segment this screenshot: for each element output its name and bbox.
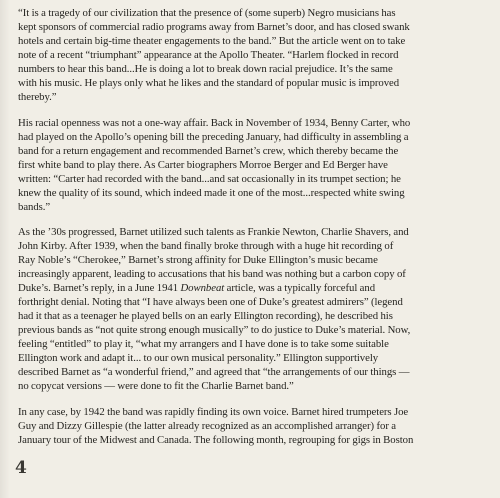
- text-line: kept sponsors of commercial radio programs away from Barnet’s door, and has closed swank: [18, 21, 410, 33]
- text-line: written: “Carter had recorded with the band...and sat occasionally in its trumpet section; he: [18, 172, 401, 185]
- text-line: As the ’30s progressed, Barnet utilized such talents as Frankie Newton, Charlie Shavers, and: [18, 226, 409, 238]
- text-line: Ellington work and adapt it... to our own musical personality.” Ellington supportively: [18, 352, 379, 364]
- text-line: note of a recent “triumphant” appearance at the Apollo Theater. “Harlem flocked in record: [18, 49, 399, 61]
- text-line: had played on the Apollo’s opening bill the preceding January, had difficulty in assembling a: [18, 130, 409, 143]
- text-line: increasingly apparent, leading to accusations that his band was nothing but a carbon copy of: [18, 268, 406, 280]
- text-line: band for a return engagement and recommended Barnet’s crew, which thereby became the: [18, 144, 399, 157]
- text-line: knew the quality of its sound, which indeed made it one of the most...respected white swing: [18, 186, 405, 199]
- text-line: January tour of the Midwest and Canada. The following month, regrouping for gigs in Boston: [18, 433, 414, 446]
- text-line: “It is a tragedy of our civilization that the presence of (some superb) Negro musicians has: [18, 7, 396, 19]
- text-line: had it that as a teenager he played bells on an early Ellington recording), he described his: [18, 310, 393, 322]
- text-line: Ray Noble’s “Cherokee,” Barnet’s strong affinity for Duke Ellington’s music became: [18, 254, 378, 266]
- page-number: 4: [15, 458, 27, 478]
- text-line: John Kirby. After 1939, when the band finally broke through with a huge hit recording of: [18, 240, 394, 252]
- text-line: His racial openness was not a one-way affair. Back in November of 1934, Benny Carter, who: [18, 116, 411, 129]
- paragraph-4: [18, 405, 488, 447]
- text-line: In any case, by 1942 the band was rapidly finding its own voice. Barnet hired trumpeters Joe: [18, 405, 409, 418]
- text-line: thereby.”: [18, 91, 57, 103]
- text-line: bands.”: [18, 200, 51, 213]
- page-edge-shadow: [0, 0, 10, 498]
- text-line: with his music. He plays only what he likes and the standard of popular music is improved: [18, 77, 400, 89]
- publication-title: Downbeat: [180, 282, 225, 294]
- text-line: first white band to play there. As Carter biographers Morroe Berger and Ed Berger have: [18, 158, 388, 171]
- paragraph-3: [18, 225, 488, 393]
- text-line: Duke’s. Barnet’s reply, in a June 1941 Downbeat article, was a typically forceful and: [18, 282, 376, 294]
- text-line: forthright denial. Noting that “I have always been one of Duke’s greatest admirers” (legend: [18, 296, 403, 308]
- text-line: no copycat versions — were done to fit the Charlie Barnet band.”: [18, 380, 294, 392]
- body-text: [18, 6, 488, 458]
- text-line: hotels and certain big-time theater engagements to the band.” But the article went on to take: [18, 35, 406, 47]
- text-line: described Barnet as “a wonderful friend,” and agreed that “the arrangements of our things —: [18, 366, 410, 378]
- paragraph-2: [18, 116, 488, 214]
- paragraph-1: [18, 6, 488, 104]
- text-line: Guy and Dizzy Gillespie (the latter already recognized as an accomplished arranger) for a: [18, 419, 396, 432]
- text-line: previous bands as “not quite strong enough musically” to do justice to Duke’s material. Now,: [18, 324, 411, 336]
- text-line: feeling “entitled” to play it, “what my arrangers and I have done is to take some suitable: [18, 338, 389, 350]
- text-line: numbers to hear this band...He is doing a lot to break down racial prejudice. It’s the same: [18, 63, 393, 75]
